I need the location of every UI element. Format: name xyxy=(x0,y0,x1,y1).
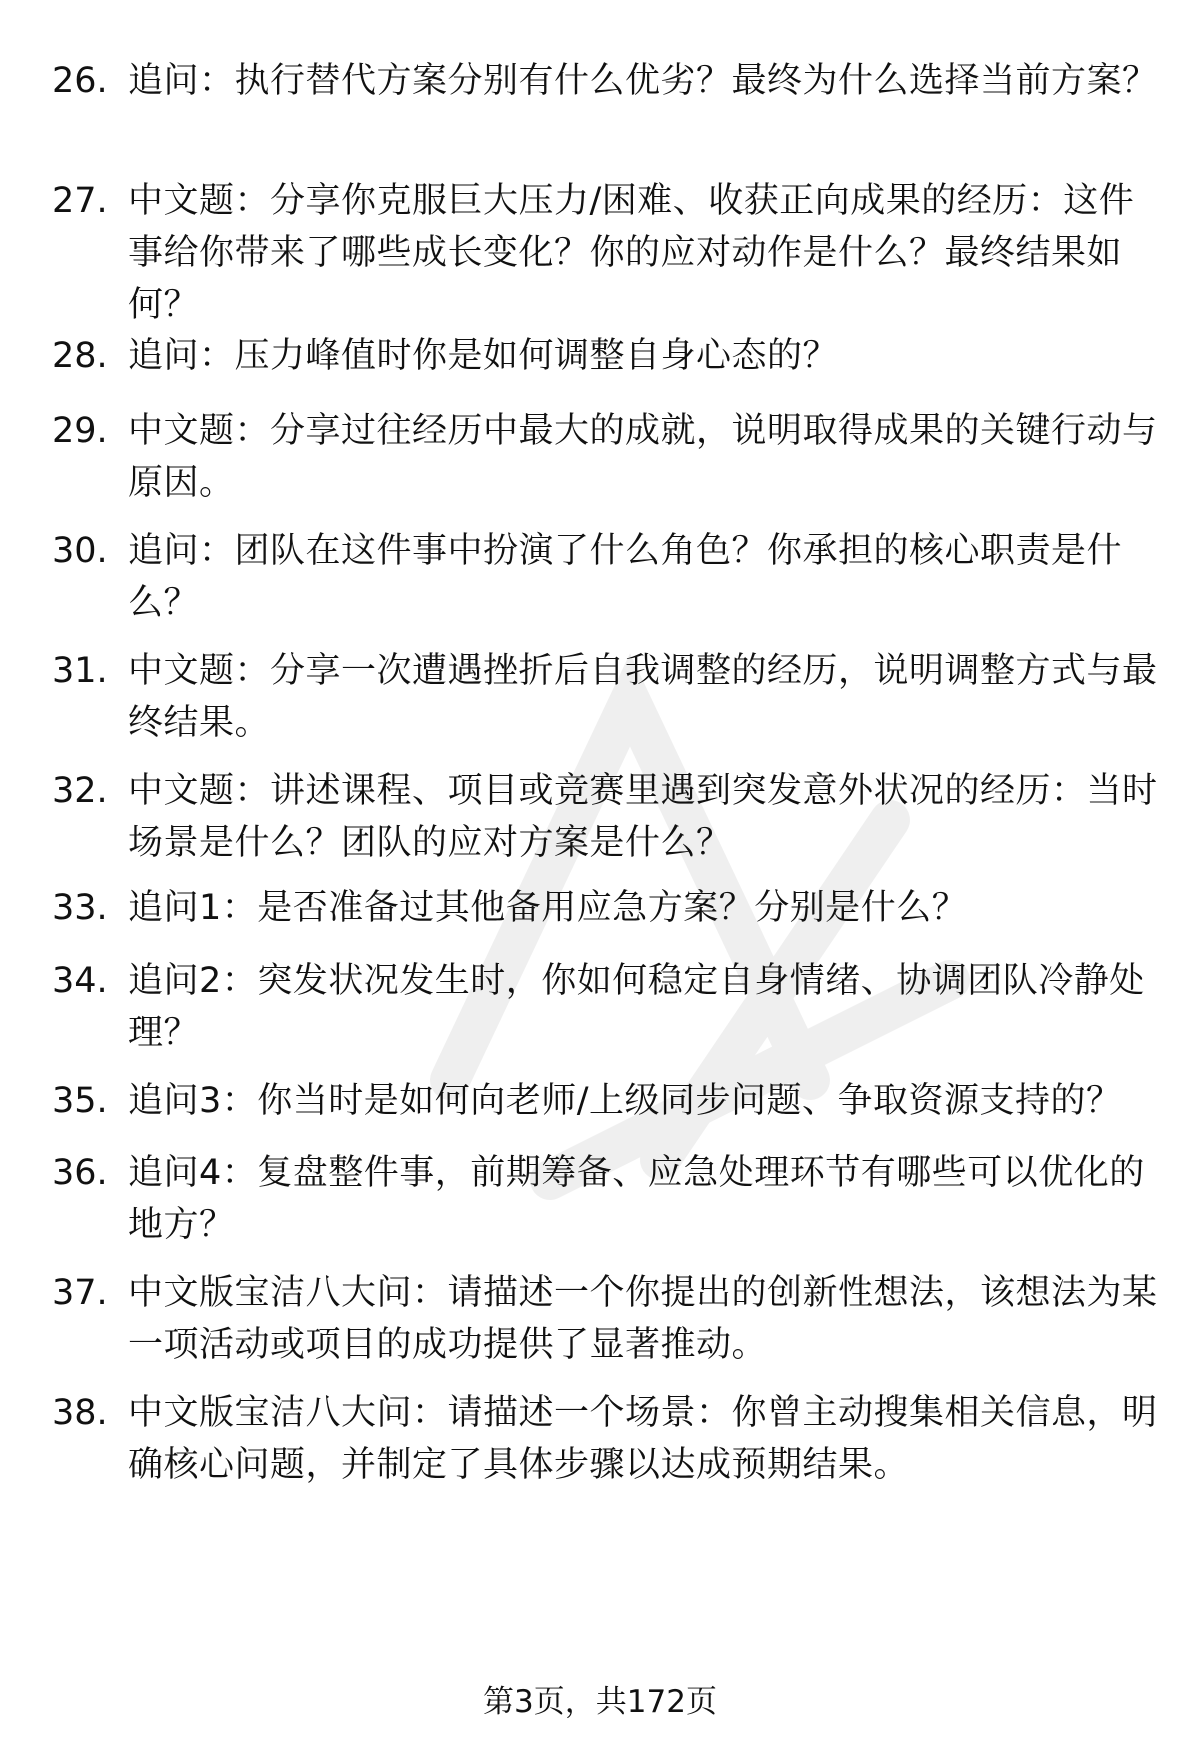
item-text: 追问：执行替代方案分别有什么优劣？最终为什么选择当前方案？ xyxy=(128,61,1158,101)
item-number: 27. xyxy=(52,181,108,221)
item-text: 追问2：突发状况发生时，你如何稳定自身情绪、协调团队冷静处理？ xyxy=(128,961,1145,1053)
item-number: 36. xyxy=(52,1153,108,1193)
item-number: 26. xyxy=(52,61,108,101)
item-text: 追问：团队在这件事中扮演了什么角色？你承担的核心职责是什么？ xyxy=(128,531,1123,623)
item-number: 28. xyxy=(52,336,108,376)
page-footer: 第3页，共172页 xyxy=(483,1684,717,1720)
item-text: 追问3：你当时是如何向老师/上级同步问题、争取资源支持的？ xyxy=(128,1081,1122,1121)
item-text: 追问：压力峰值时你是如何调整自身心态的？ xyxy=(128,336,839,376)
item-number: 30. xyxy=(52,531,108,571)
item-text: 中文版宝洁八大问：请描述一个场景：你曾主动搜集相关信息，明确核心问题，并制定了具体步骤以达成预期结果。 xyxy=(128,1393,1158,1485)
item-number: 29. xyxy=(52,411,108,451)
item-number: 32. xyxy=(52,771,108,811)
item-number: 35. xyxy=(52,1081,108,1121)
item-text: 中文题：分享一次遭遇挫折后自我调整的经历，说明调整方式与最终结果。 xyxy=(128,651,1158,743)
item-text: 中文题：分享你克服巨大压力/困难、收获正向成果的经历：这件事给你带来了哪些成长变化？你的应对动作是什么？最终结果如何？ xyxy=(128,181,1135,325)
item-number: 38. xyxy=(52,1393,108,1433)
item-number: 33. xyxy=(52,888,108,928)
item-number: 31. xyxy=(52,651,108,691)
item-text: 中文版宝洁八大问：请描述一个你提出的创新性想法，该想法为某一项活动或项目的成功提供了显著推动。 xyxy=(128,1273,1158,1365)
item-number: 34. xyxy=(52,961,108,1001)
item-text: 中文题：分享过往经历中最大的成就，说明取得成果的关键行动与原因。 xyxy=(128,411,1158,503)
item-text: 追问4：复盘整件事，前期筹备、应急处理环节有哪些可以优化的地方？ xyxy=(128,1153,1145,1245)
item-text: 追问1：是否准备过其他备用应急方案？分别是什么？ xyxy=(128,888,968,928)
item-text: 中文题：讲述课程、项目或竞赛里遇到突发意外状况的经历：当时场景是什么？团队的应对方案是什么？ xyxy=(128,771,1158,863)
item-number: 37. xyxy=(52,1273,108,1313)
